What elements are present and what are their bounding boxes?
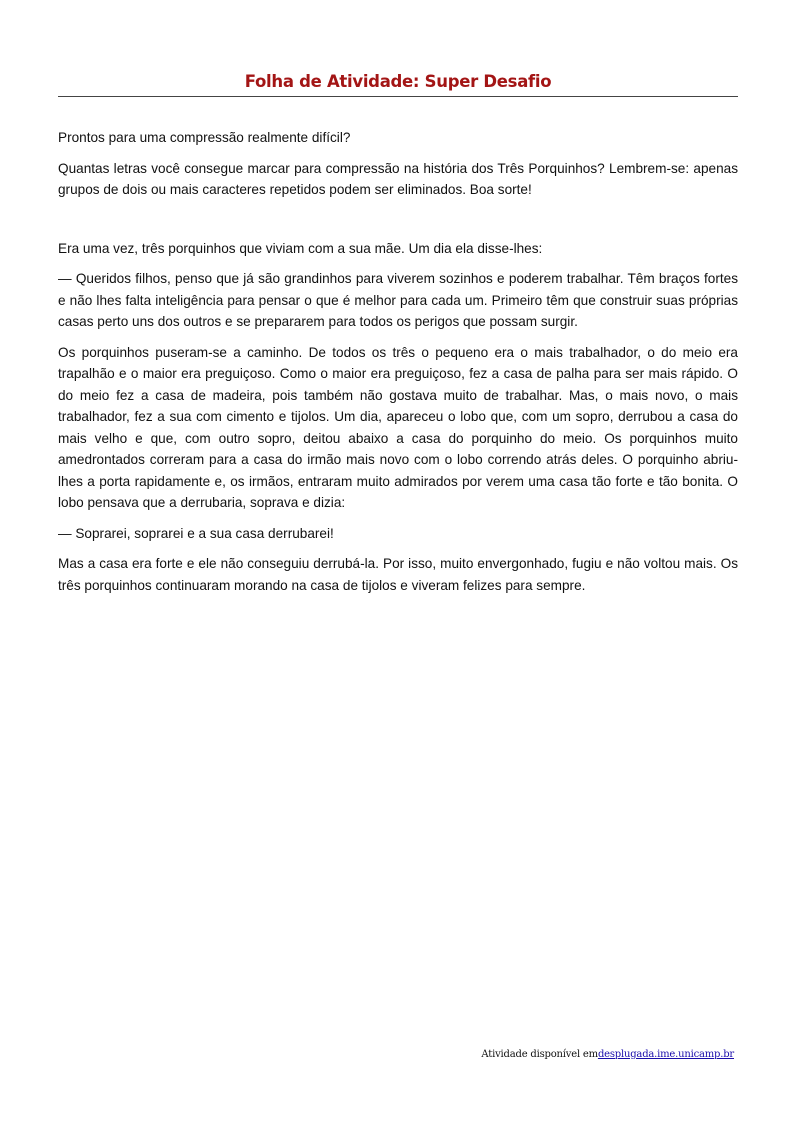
page-title: Folha de Atividade: Super Desafio <box>244 72 552 91</box>
intro-instructions: Quantas letras você consegue marcar para compressão na história dos Três Porquinhos? Lembrem-se: apenas grupos de dois ou mais caracteres repetidos podem ser eliminados. Boa sorte! <box>58 160 738 197</box>
story-paragraph: Mas a casa era forte e ele não conseguiu derrubá-la. Por isso, muito envergonhado, fugiu e não voltou mais. Os três porquinhos continuaram morando na casa de tijolos e viveram felizes para sempre. <box>58 556 738 593</box>
intro-question: Prontos para uma compressão realmente difícil? <box>58 130 351 145</box>
footer-prefix: Atividade disponível em <box>481 1049 598 1060</box>
footer-link[interactable]: desplugada.ime.unicamp.br <box>597 1049 734 1060</box>
page-header <box>58 70 738 94</box>
story-paragraph: Era uma vez, três porquinhos que viviam com a sua mãe. Um dia ela disse-lhes: <box>58 240 543 256</box>
page-footer <box>481 1049 734 1060</box>
story-paragraph: — Soprarei, soprarei e a sua casa derrubarei! <box>58 525 334 541</box>
story-paragraph: — Queridos filhos, penso que já são grandinhos para viverem sozinhos e poderem trabalhar. Têm braços fortes e não lhes falta inteligência para pensar o que é melhor para cada um. Primeiro têm que construir suas próprias casas perto uns dos outros e se prepararem para todos os perigos que possam surgir. <box>58 271 738 329</box>
header-divider <box>58 96 738 97</box>
content-body <box>58 127 738 605</box>
story-paragraph: Os porquinhos puseram-se a caminho. De todos os três o pequeno era o mais trabalhador, o do meio era trapalhão e o maior era preguiçoso. Como o maior era preguiçoso, fez a casa de palha para ser mais rápido. O do meio fez a casa de madeira, pois também não gostava muito de trabalhar. Mas, o mais novo, o mais trabalhador, fez a sua com cimento e tijolos. Um dia, apareceu o lobo que, com um sopro, derrubou a casa do mais velho e que, com outro sopro, deitou abaixo a casa do porquinho do meio. Os porquinhos muito amedrontados correram para a casa do irmão mais novo com o lobo correndo atrás deles. O porquinho abriu-lhes a porta rapidamente e, os irmãos, entraram muito admirados por verem uma casa tão forte e tão bonita. O lobo pensava que a derrubaria, soprava e dizia: <box>58 344 738 510</box>
